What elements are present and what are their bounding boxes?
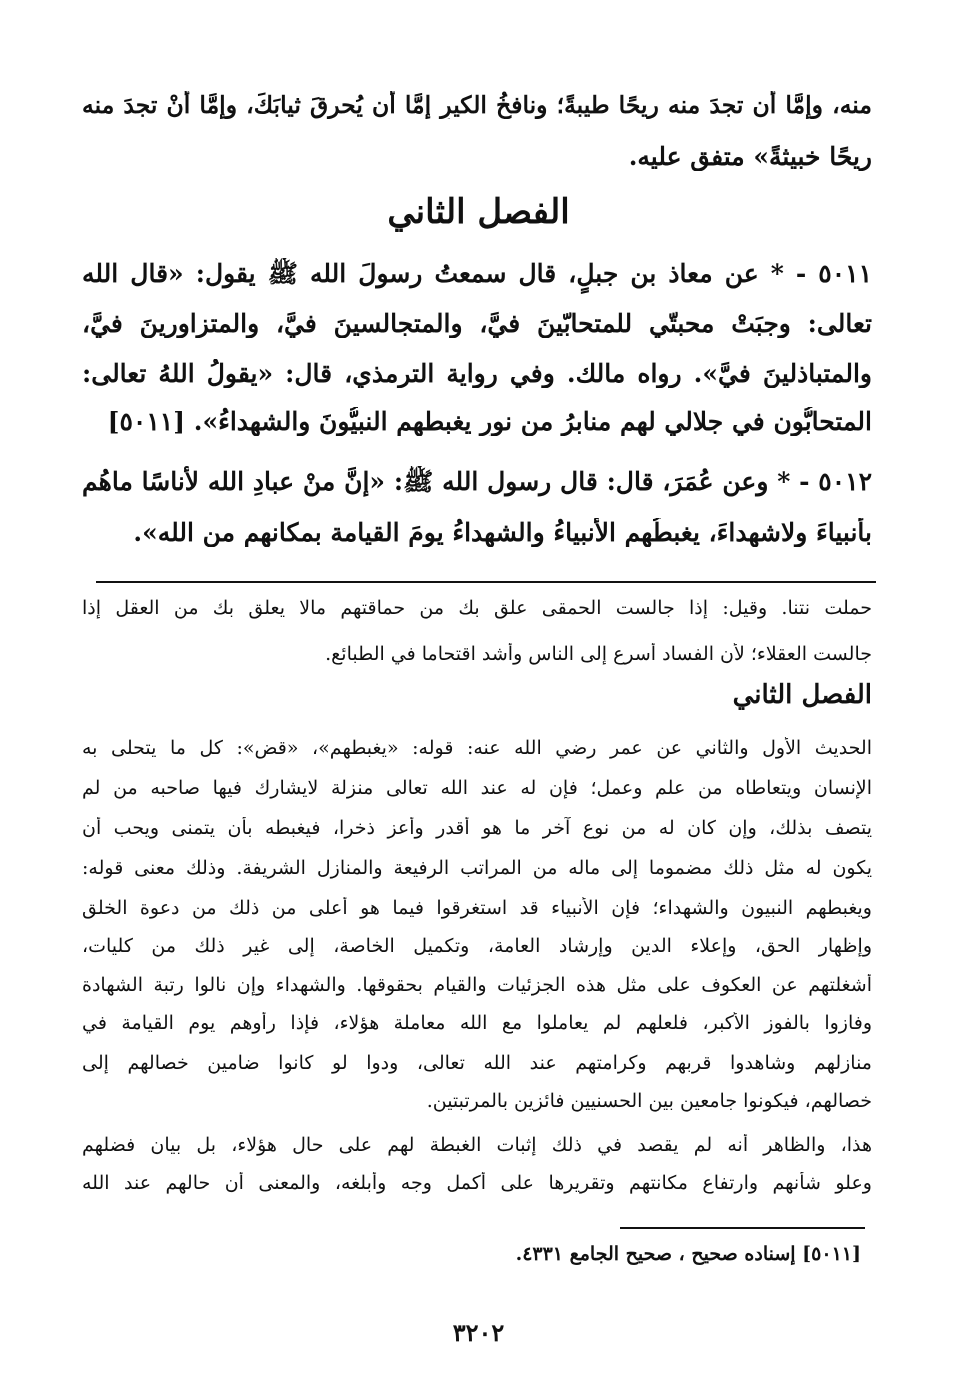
text-line: ٥٠١٢ - * وعن عُمَرَ، قال: قال رسول الله ﷺ: «إنَّ منْ عبادِ الله لأُناسًا ماهُم xyxy=(82,467,872,496)
commentary-line: الحديث الأول والثاني عن عمر رضي الله عنه: قوله: «يغبطهم»، «قض»: كل ما يتحلى به xyxy=(82,737,872,759)
section-heading: الفصل الثاني xyxy=(387,192,570,232)
text-line: تعالى: وجبَتْ محبتّي للمتحابّينَ فيَّ، والمتجالسينَ فيَّ، والمتزاورينَ فيَّ، xyxy=(82,309,872,338)
separator-line xyxy=(96,581,876,583)
text-line: منه، وإمَّا أن تجدَ منه ريحًا طيبةً؛ ونافخُ الكيرِ إمَّا أن يُحرقَ ثيابَكَ، وإمَّا أنْ تجدَ منه xyxy=(82,91,872,119)
commentary-line: جالست العقلاء؛ لأن الفساد أسرع إلى الناس وأشد اقتحاما في الطبائع. xyxy=(325,643,872,665)
commentary-line: منازلهم وشاهدوا قربهم وكرامتهم عند الله تعالى، ودوا لو كانوا ضامين خصالهم إلى xyxy=(82,1052,872,1074)
page-number: ٣٢٠٢ xyxy=(452,1318,505,1347)
commentary-heading: الفصل الثاني xyxy=(732,680,872,710)
commentary-line: وإظهار الحق، وإعلاء الدين وإرشاد العامة، وتكميل الخاصة، إلى غير ذلك من كليات، xyxy=(82,935,872,957)
text-line: والمتباذلينَ فيَّ». رواه مالك. وفي رواية الترمذي، قال: «يقولُ اللهُ تعالى: xyxy=(82,359,872,388)
commentary-line: هذا، والظاهر أنه لم يقصد في ذلك إثبات الغبطة لهم على حال هؤلاء، بل بيان فضلهم xyxy=(82,1134,872,1156)
commentary-line: وعلو شأنهم وارتفاع مكانتهم وتقريرها على أكمل وجه وأبلغه، والمعنى أن حالهم عند الله xyxy=(82,1172,872,1194)
commentary-line: وفازوا بالفوز الأكبر، فلعلهم لم يعاملوا مع الله معاملة هؤلاء، فإذا رأوهم يوم القيامة في xyxy=(82,1012,872,1034)
commentary-line: يكون له مثل ذلك مضموما إلى ماله من المراتب الرفيعة والمنازل الشريفة. وذلك معنى قوله: xyxy=(82,857,872,879)
footnote-separator xyxy=(620,1227,865,1229)
commentary-line: حملت نتنا. وقيل: إذا جالست الحمقى علق بك من حماقتهم مالا يعلق بك من العقل إذا xyxy=(82,597,872,619)
commentary-line: يتصف بذلك، وإن كان له من نوع آخر ما هو أقدر وأعز ذخرا، فيغبطه بأن يتمنى ويحب أن xyxy=(82,817,872,839)
commentary-line: خصالهم، فيكونوا جامعين بين الحسنيين فائزين بالمرتبتين. xyxy=(426,1090,872,1112)
text-line: المتحابُّون في جلالي لهم منابرُ من نورٍ يغبطهم النبيُّونَ والشهداءُ». [٥٠١١] xyxy=(107,407,872,436)
commentary-line: الإنسان ويتعاطاه من علم وعمل؛ فإن له عند الله تعالى منزلة لايشارك فيها صاحبه من لم xyxy=(82,777,872,799)
text-line: ريحًا خبيثةً» متفق عليه. xyxy=(628,142,872,171)
text-line: بأنبياءَ ولاشهداءَ، يغبطُهم الأنبياءُ والشهداءُ يومَ القيامة بمكانهم من الله». xyxy=(133,518,872,547)
commentary-line: ويغبطهم النبيون والشهداء؛ فإن الأنبياء قد استغرقوا فيما هو أعلى من ذلك من دعوة الخلق xyxy=(82,897,872,919)
footnote: [٥٠١١] إسناده صحيح ، صحيح الجامع ٤٣٣١. xyxy=(515,1243,861,1265)
text-line: ٥٠١١ - * عن معاذ بن جبلٍ، قال سمعتُ رسولَ الله ﷺ يقول: «قال الله xyxy=(82,259,872,288)
commentary-line: أشغلتهم عن العكوف على مثل هذه الجزئيات والقيام بحقوقها. والشهداء وإن نالوا رتبة الشهادة xyxy=(82,974,872,996)
